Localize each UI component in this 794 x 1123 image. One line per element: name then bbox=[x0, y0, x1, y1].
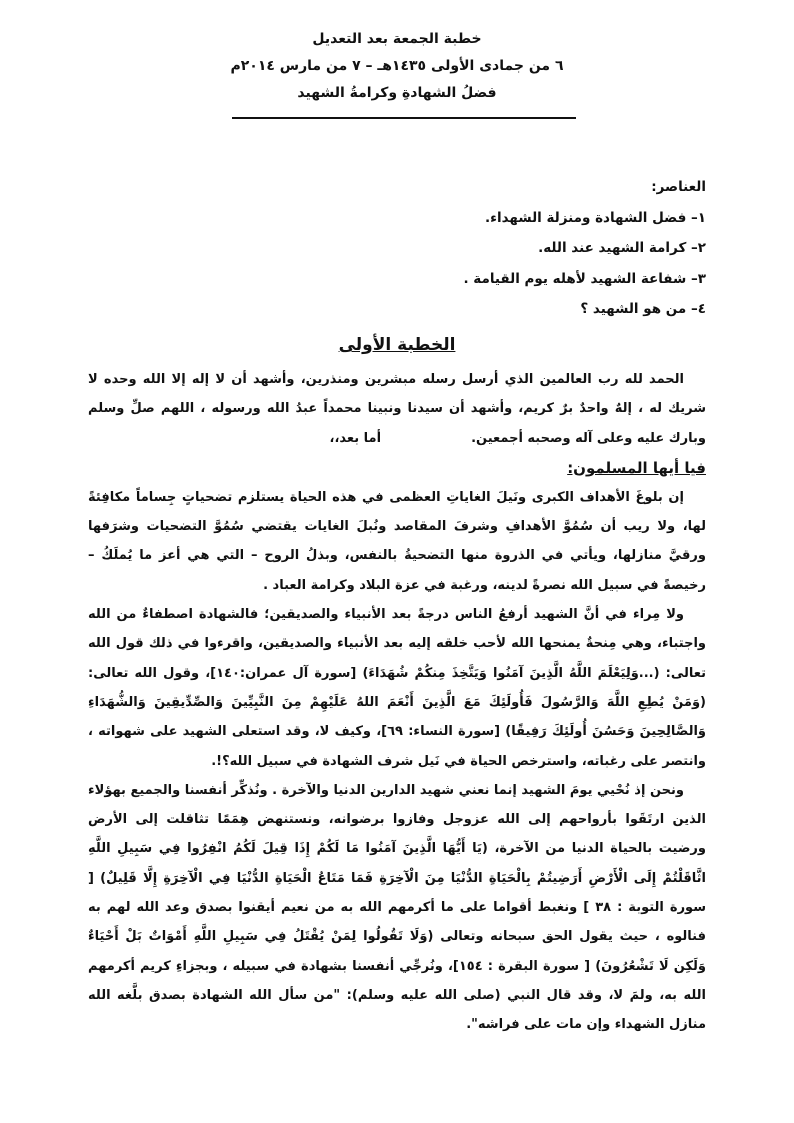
opening-paragraph bbox=[88, 365, 706, 453]
elements-list bbox=[146, 172, 706, 325]
elements-item: ٤– من هو الشهيد ؟ bbox=[580, 301, 706, 317]
document-date: ٦ من جمادى الأولى ١٤٣٥هـ – ٧ من مارس ٢٠١٤م bbox=[230, 58, 564, 74]
body-paragraph: ولا مِراء في أنَّ الشهيد أرفعُ الناس درجةً بعد الأنبياء والصديقين؛ فالشهادة اصطفاءٌ من الله واجتباء، وهي مِنحةٌ يمنحها الله لأحب خلقه إليه بعد الأنبياء والصديقين، واقرءوا في ذلك قول الله تعالى: (...وَلِيَعْلَمَ اللَّهُ الَّذِينَ آمَنُوا وَيَتَّخِذَ مِنكُمْ شُهَدَاءَ) [سورة آل عمران:١٤٠]، وقول الله تعالى: (وَمَنْ يُطِعِ اللَّهَ وَالرَّسُولَ فَأُولَئِكَ مَعَ الَّذِينَ أَنْعَمَ اللهُ عَلَيْهِمْ مِنَ النَّبِيِّينَ وَالصِّدِّيقِينَ وَالشُّهَدَاءِ وَالصَّالِحِينَ وَحَسُنَ أُولَئِكَ رَفِيقًا) [سورة النساء: ٦٩]، وكيف لا، وقد استعلى الشهيد على شهواته ، وانتصر على رغباته، واسترخص الحياة في نَيل شرف الشهادة في سبيل الله؟!. bbox=[88, 607, 707, 769]
opening-text: الحمد لله رب العالمين الذي أرسل رسله مبشرين ومنذرين، وأشهد أن لا إله إلا الله وحده لا شريك له ، إلهٌ واحدٌ برٌ كريم، وأشهد أن سيدنا ونبينا محمداً عبدُ الله ورسوله ، اللهم صلِّ وسلم وبارك عليه وعلى آله وصحبه أجمعين. bbox=[88, 372, 706, 446]
sermon-body bbox=[88, 365, 706, 1040]
document-title: خطبة الجمعة بعد التعديل bbox=[312, 31, 482, 47]
document-header bbox=[0, 26, 794, 107]
elements-item: ٣– شفاعة الشهيد لأهله يوم القيامة . bbox=[463, 270, 706, 287]
body-paragraph: ونحن إذ نُحْيي يومَ الشهيد إنما نعني شهيد الدارين الدنيا والآخرة . ونُذكِّر أنفسنا والجميع بهؤلاء الذين ارتَقَوا بأرواحهم إلى الله عزوجل وفازوا برضوانه، ونستنهض هِمَمًا تثاقلت إلى الأرض ورضيت بالحياة الدنيا من الآخرة، (يَا أَيُّهَا الَّذِينَ آمَنُوا مَا لَكُمْ إِذَا قِيلَ لَكُمُ انْفِرُوا فِي سَبِيلِ اللَّهِ اثَّاقَلْتُمْ إِلَى الْأَرْضِ أَرَضِيتُمْ بِالْحَيَاةِ الدُّنْيَا مِنَ الْآخِرَةِ فَمَا مَتَاعُ الْحَيَاةِ الدُّنْيَا فِي الْآخِرَةِ إِلَّا قَلِيلٌ) [ سورة التوبة : ٣٨ ] ونغبط أقواما على ما أكرمهم الله به من نعيم أيقنوا بصدق وعد الله لهم به فنالوه ، حيث يقول الحق سبحانه وتعالى (وَلَا تَقُولُوا لِمَنْ يُقْتَلُ فِي سَبِيلِ اللَّهِ أَمْوَاتٌ بَلْ أَحْيَاءٌ وَلَكِن لَا تَشْعُرُونَ) [ سورة البقرة : ١٥٤]، ونُرجِّي أنفسنا بشهادة في سبيله ، وبجزاءِ كريم أكرمهم الله به، ولمَ لا، وقد قال النبي (صلى الله عليه وسلم): "من سأل الله الشهادة بصدق بلَّغه الله منازل الشهداء وإن مات على فراشه". bbox=[88, 782, 707, 1033]
address-heading: فيا أيها المسلمون: bbox=[567, 458, 706, 477]
elements-heading: العناصر: bbox=[651, 179, 706, 195]
elements-item: ٢– كرامة الشهيد عند الله. bbox=[538, 240, 706, 256]
elements-item: ١– فضل الشهادة ومنزلة الشهداء. bbox=[484, 209, 706, 226]
document-subject: فضلُ الشهادةِ وكرامةُ الشهيد bbox=[297, 85, 497, 101]
body-paragraph: إن بلوغَ الأهداف الكبرى ونَيلَ الغاياتِ العظمى في هذه الحياة يستلزم تضحياتٍ جِساماً مكافِئةً لها، ولا ريب أن سُمُوَّ الأهدافِ وشرفَ المقاصد ونُبلَ الغايات يقتضي سُمُوَّ التضحيات وشرَفها ورقيَّ منازلها، ويأتي في الذروة منها التضحيةُ بالنفس، وبذلُ الروح – التي هي أعز ما يُملَكُ – رخيصةً في سبيل الله نصرةً لدينه، ورغبة في عزة البلاد وكرامة العباد . bbox=[88, 489, 706, 593]
sermon-title: الخطبة الأولى bbox=[338, 335, 456, 355]
opening-closing: أما بعد،، bbox=[329, 430, 382, 446]
header-divider bbox=[232, 117, 576, 119]
